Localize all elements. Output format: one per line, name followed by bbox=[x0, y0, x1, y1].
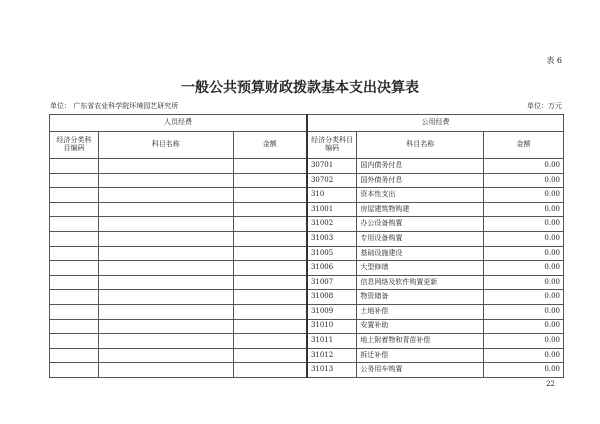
empty-cell bbox=[233, 290, 307, 305]
table-row bbox=[50, 217, 564, 232]
empty-cell bbox=[50, 159, 99, 174]
row-name: 地上附着物和青苗补偿 bbox=[357, 334, 484, 349]
empty-cell bbox=[98, 363, 233, 378]
empty-cell bbox=[50, 304, 99, 319]
row-code: 31011 bbox=[307, 334, 357, 349]
page-title: 一般公共预算财政拨款基本支出决算表 bbox=[181, 80, 419, 96]
header-name: 科目名称 bbox=[357, 132, 484, 159]
empty-cell bbox=[50, 319, 99, 334]
empty-cell bbox=[50, 261, 99, 276]
row-code: 30702 bbox=[307, 173, 357, 188]
empty-cell bbox=[233, 334, 307, 349]
empty-cell bbox=[98, 275, 233, 290]
row-amount: 0.00 bbox=[484, 334, 564, 349]
empty-cell bbox=[233, 348, 307, 363]
empty-cell bbox=[50, 173, 99, 188]
empty-cell bbox=[50, 217, 99, 232]
row-code: 31009 bbox=[307, 304, 357, 319]
row-name: 国内债务付息 bbox=[357, 159, 484, 174]
row-code: 31002 bbox=[307, 217, 357, 232]
header-code: 经济分类科目编码 bbox=[50, 132, 99, 159]
row-amount: 0.00 bbox=[484, 217, 564, 232]
row-amount: 0.00 bbox=[484, 275, 564, 290]
row-code: 31012 bbox=[307, 348, 357, 363]
empty-cell bbox=[233, 275, 307, 290]
empty-cell bbox=[98, 304, 233, 319]
row-code: 31003 bbox=[307, 231, 357, 246]
table-row bbox=[50, 231, 564, 246]
table-row bbox=[50, 363, 564, 378]
row-name: 信息网络及软件购置更新 bbox=[357, 275, 484, 290]
empty-cell bbox=[98, 188, 233, 203]
table-row bbox=[50, 348, 564, 363]
empty-cell bbox=[233, 363, 307, 378]
header-public: 公用经费 bbox=[307, 115, 564, 132]
empty-cell bbox=[233, 261, 307, 276]
table-row bbox=[50, 290, 564, 305]
row-amount: 0.00 bbox=[484, 348, 564, 363]
empty-cell bbox=[233, 246, 307, 261]
header-personnel: 人员经费 bbox=[50, 115, 307, 132]
row-name: 国外债务付息 bbox=[357, 173, 484, 188]
header-amount: 金额 bbox=[484, 132, 564, 159]
row-amount: 0.00 bbox=[484, 173, 564, 188]
empty-cell bbox=[98, 246, 233, 261]
row-amount: 0.00 bbox=[484, 246, 564, 261]
empty-cell bbox=[50, 231, 99, 246]
empty-cell bbox=[98, 334, 233, 349]
empty-cell bbox=[233, 231, 307, 246]
table-row bbox=[50, 304, 564, 319]
row-code: 30701 bbox=[307, 159, 357, 174]
empty-cell bbox=[98, 319, 233, 334]
row-amount: 0.00 bbox=[484, 188, 564, 203]
empty-cell bbox=[98, 159, 233, 174]
table-row bbox=[50, 246, 564, 261]
row-name: 资本性支出 bbox=[357, 188, 484, 203]
row-amount: 0.00 bbox=[484, 290, 564, 305]
row-amount: 0.00 bbox=[484, 159, 564, 174]
empty-cell bbox=[50, 334, 99, 349]
row-code: 31007 bbox=[307, 275, 357, 290]
row-code: 31005 bbox=[307, 246, 357, 261]
empty-cell bbox=[233, 319, 307, 334]
table-row bbox=[50, 202, 564, 217]
empty-cell bbox=[50, 246, 99, 261]
table-row bbox=[50, 159, 564, 174]
empty-cell bbox=[233, 217, 307, 232]
row-amount: 0.00 bbox=[484, 231, 564, 246]
table-row bbox=[50, 261, 564, 276]
empty-cell bbox=[233, 188, 307, 203]
empty-cell bbox=[98, 290, 233, 305]
header-code: 经济分类科目编码 bbox=[307, 132, 357, 159]
empty-cell bbox=[50, 202, 99, 217]
row-code: 31010 bbox=[307, 319, 357, 334]
row-name: 办公设备购置 bbox=[357, 217, 484, 232]
empty-cell bbox=[50, 363, 99, 378]
empty-cell bbox=[50, 188, 99, 203]
row-name: 基础设施建设 bbox=[357, 246, 484, 261]
row-code: 31013 bbox=[307, 363, 357, 378]
row-amount: 0.00 bbox=[484, 363, 564, 378]
unit-currency: 单位：万元 bbox=[527, 102, 562, 110]
row-code: 310 bbox=[307, 188, 357, 203]
row-name: 公务用车购置 bbox=[357, 363, 484, 378]
row-name: 房屋建筑物购建 bbox=[357, 202, 484, 217]
row-amount: 0.00 bbox=[484, 304, 564, 319]
empty-cell bbox=[233, 173, 307, 188]
row-amount: 0.00 bbox=[484, 202, 564, 217]
empty-cell bbox=[98, 348, 233, 363]
row-code: 31006 bbox=[307, 261, 357, 276]
row-name: 拆迁补偿 bbox=[357, 348, 484, 363]
row-name: 专用设备购置 bbox=[357, 231, 484, 246]
expenditure-table bbox=[49, 114, 564, 378]
empty-cell bbox=[50, 275, 99, 290]
empty-cell bbox=[233, 202, 307, 217]
empty-cell bbox=[50, 290, 99, 305]
header-name: 科目名称 bbox=[98, 132, 233, 159]
table-row bbox=[50, 319, 564, 334]
empty-cell bbox=[98, 217, 233, 232]
table-row bbox=[50, 275, 564, 290]
table-number: 表 6 bbox=[546, 56, 562, 65]
empty-cell bbox=[98, 202, 233, 217]
empty-cell bbox=[98, 173, 233, 188]
row-amount: 0.00 bbox=[484, 261, 564, 276]
table-row bbox=[50, 173, 564, 188]
empty-cell bbox=[233, 304, 307, 319]
row-name: 物资储备 bbox=[357, 290, 484, 305]
row-name: 土地补偿 bbox=[357, 304, 484, 319]
row-name: 安置补助 bbox=[357, 319, 484, 334]
empty-cell bbox=[98, 261, 233, 276]
page-number: 22 bbox=[546, 380, 555, 388]
header-amount: 金额 bbox=[233, 132, 307, 159]
row-code: 31008 bbox=[307, 290, 357, 305]
unit-organization: 单位： 广东省农业科学院环境园艺研究所 bbox=[50, 102, 179, 110]
empty-cell bbox=[50, 348, 99, 363]
table-row bbox=[50, 188, 564, 203]
row-amount: 0.00 bbox=[484, 319, 564, 334]
empty-cell bbox=[233, 159, 307, 174]
row-code: 31001 bbox=[307, 202, 357, 217]
row-name: 大型修缮 bbox=[357, 261, 484, 276]
table-row bbox=[50, 334, 564, 349]
empty-cell bbox=[98, 231, 233, 246]
